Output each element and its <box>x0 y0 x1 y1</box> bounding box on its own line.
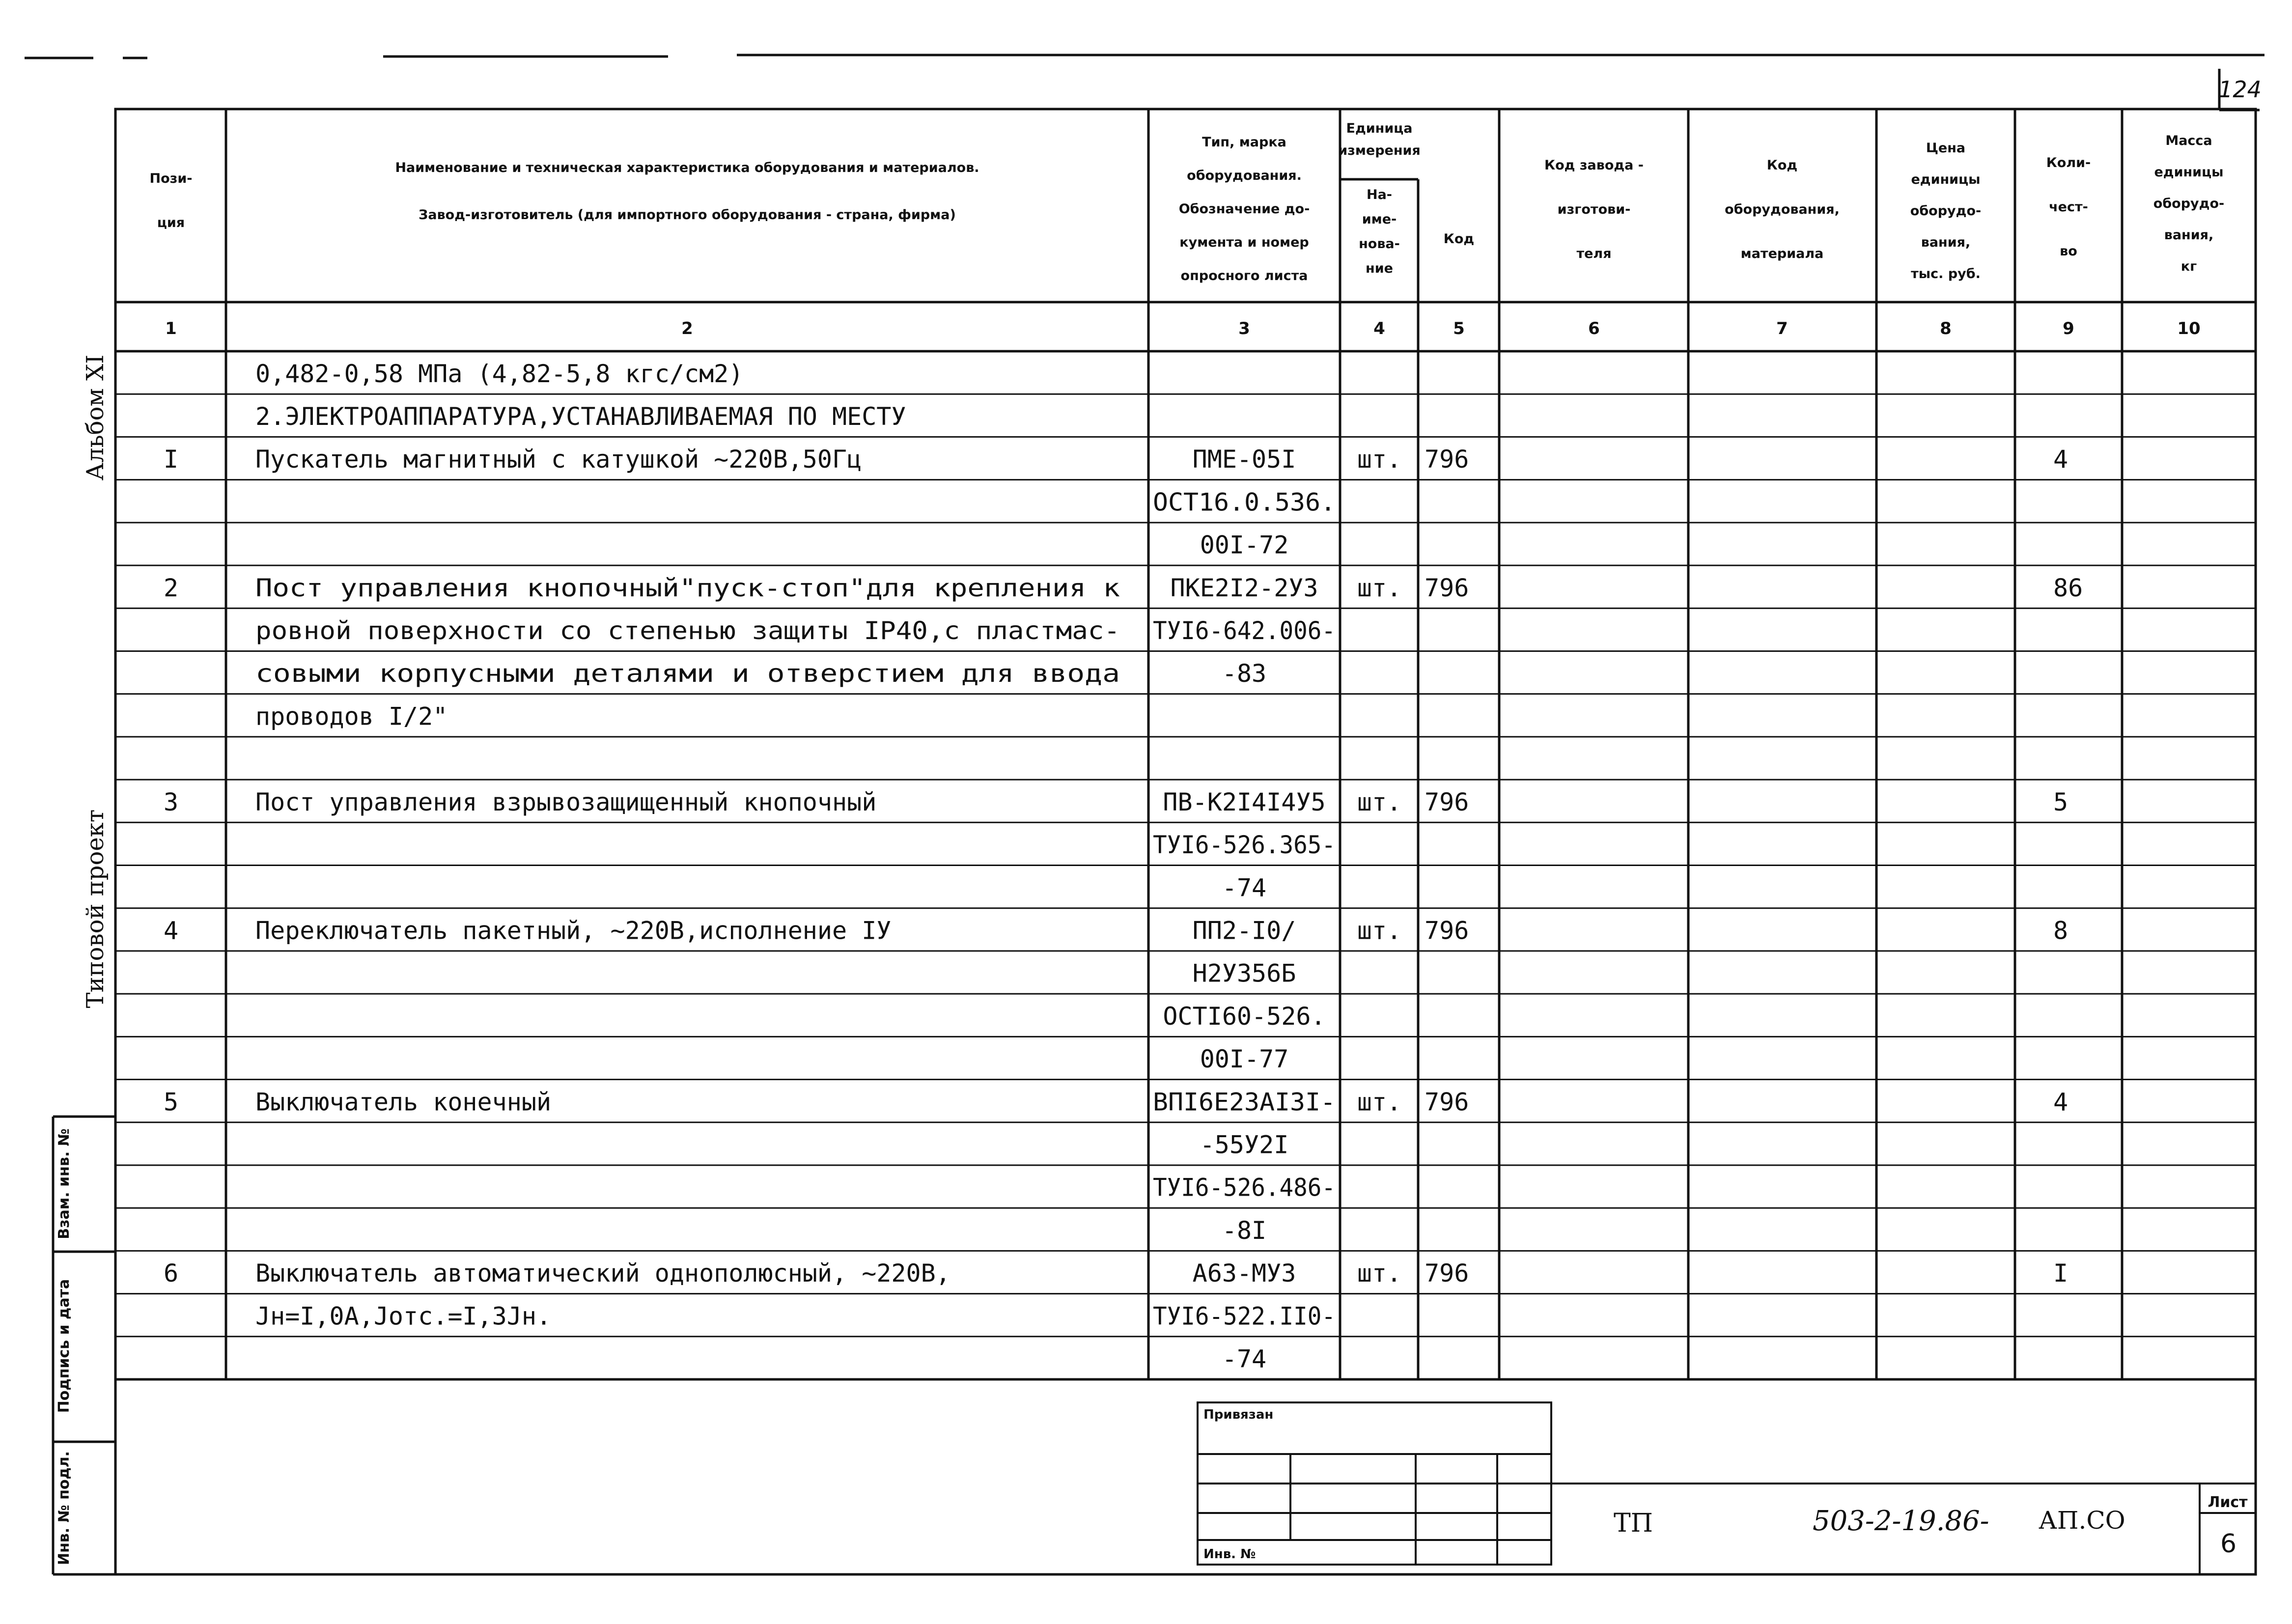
cell-name: Пост управления кнопочный"пуск-стоп"для крепления к <box>255 573 1120 602</box>
header-h1-line: Пози- <box>149 171 193 186</box>
table-row <box>255 616 1336 645</box>
stamp-doc-suffix: АП.СО <box>2039 1506 2125 1535</box>
cell-type: ПВ-К2I4I4У5 <box>1163 787 1326 816</box>
cell-qty: I <box>2053 1259 2068 1288</box>
cell-type: ОСТ16.0.536. <box>1153 488 1336 517</box>
header-h8-line: вания, <box>1921 235 1971 250</box>
cell-unit: шт. <box>1357 573 1402 602</box>
column-number: 6 <box>1588 319 1600 338</box>
cell-code: 796 <box>1425 787 1469 816</box>
header-h4-line: На- <box>1366 187 1393 202</box>
table-row <box>164 1259 2068 1288</box>
cell-type: ПМЕ-05I <box>1192 445 1296 474</box>
cell-name: 0,482-0,58 МПа (4,82-5,8 кгс/см2) <box>255 359 744 388</box>
cell-name: совыми корпусными деталями и отверстием для ввода <box>255 659 1120 688</box>
stamp-sheet-label: Лист <box>2208 1494 2248 1511</box>
table-row <box>1153 1174 1336 1202</box>
cell-pos: 3 <box>163 787 179 816</box>
side-label-podpis: Подпись и дата <box>56 1279 73 1413</box>
table-row <box>1222 1345 1266 1373</box>
cell-type: -74 <box>1222 873 1267 902</box>
cell-qty: 5 <box>2053 787 2068 816</box>
cell-pos: 5 <box>163 1088 179 1117</box>
cell-type: ПП2-I0/ <box>1192 916 1296 945</box>
cell-type: ТУI6-526.486- <box>1153 1173 1336 1202</box>
header-h6-line: теля <box>1576 246 1612 261</box>
header-h8-line: Цена <box>1926 140 1966 156</box>
cell-type: ТУI6-522.II0- <box>1153 1302 1336 1331</box>
header-h9-line: чест- <box>2049 199 2088 215</box>
table-row <box>1153 831 1336 859</box>
cell-type: ВПI6Е23АI3I- <box>1153 1088 1336 1117</box>
header-h10-line: Масса <box>2165 133 2212 148</box>
cell-name: Пост управления взрывозащищенный кнопочный <box>255 787 877 816</box>
header-h10-line: оборудо- <box>2153 196 2225 211</box>
stamp-sheet-no: 6 <box>2220 1529 2237 1559</box>
header-h9-line: Коли- <box>2046 155 2091 170</box>
table-row <box>1193 959 1296 988</box>
cell-name: Выключатель конечный <box>255 1088 552 1117</box>
cell-name: Јн=I,0А,Јотс.=I,3Јн. <box>255 1302 552 1331</box>
side-label-vzam: Взам. инв. № <box>56 1128 73 1239</box>
header-h6-line: Код завода - <box>1544 158 1644 173</box>
header-h5-line: Код <box>1443 231 1475 247</box>
header-h10-line: вания, <box>2164 227 2214 243</box>
table-row <box>164 916 2068 945</box>
page-number: 124 <box>2218 76 2262 103</box>
table-row <box>1222 873 1266 902</box>
cell-pos: 2 <box>163 573 179 602</box>
side-label-project: Типовой проект <box>82 809 109 1008</box>
cell-type: ТУI6-526.365- <box>1153 831 1336 860</box>
table-row <box>255 1302 1336 1330</box>
cell-type: А63-МУ3 <box>1192 1259 1296 1288</box>
cell-pos: 6 <box>163 1259 179 1288</box>
header-h1-line: ция <box>157 215 185 230</box>
header-h10-line: кг <box>2180 259 2197 274</box>
table-row <box>1200 1131 1289 1159</box>
cell-pos: 4 <box>163 916 179 945</box>
cell-unit: шт. <box>1357 1088 1402 1117</box>
cell-type: ОСТI60-526. <box>1163 1002 1326 1031</box>
header-h4-line: ние <box>1366 261 1393 276</box>
cell-type: -55У2I <box>1200 1130 1289 1159</box>
header-h6-line: изготови- <box>1557 202 1631 217</box>
cell-type: ТУI6-642.006- <box>1153 616 1336 645</box>
table-row <box>255 659 1266 688</box>
cell-name: проводов I/2" <box>255 702 448 731</box>
cell-type: 00I-72 <box>1200 531 1289 560</box>
header-h7-line: материала <box>1740 246 1824 261</box>
stamp-tp: ТП <box>1614 1509 1653 1538</box>
header-h4_group-line: Единица <box>1346 121 1413 136</box>
header-h2-line: Наименование и техническая характеристика оборудования и материалов. <box>395 160 979 175</box>
cell-code: 796 <box>1425 916 1469 945</box>
table-row <box>1153 488 1336 516</box>
cell-name: Переключатель пакетный, ~220В,исполнение IУ <box>255 916 892 945</box>
header-h8-line: единицы <box>1911 172 1981 187</box>
table-row <box>1222 1216 1266 1245</box>
cell-unit: шт. <box>1357 1259 1402 1288</box>
cell-code: 796 <box>1425 573 1469 602</box>
header-h3-line: Тип, марка <box>1202 135 1286 150</box>
cell-unit: шт. <box>1357 445 1402 474</box>
cell-code: 796 <box>1425 445 1469 474</box>
header-h10-line: единицы <box>2154 165 2224 180</box>
table-row <box>255 702 447 730</box>
header-h9-line: во <box>2060 244 2077 259</box>
header-h3-line: опросного листа <box>1180 268 1308 283</box>
header-h2-line: Завод-изготовитель (для импортного оборудования - страна, фирма) <box>419 207 956 223</box>
column-number: 3 <box>1238 319 1250 338</box>
header-h4-line: име- <box>1362 212 1397 227</box>
cell-type: Н2У356Б <box>1192 959 1296 988</box>
table-row <box>255 360 743 388</box>
column-number: 8 <box>1940 319 1952 338</box>
cell-type: ПКЕ2I2-2У3 <box>1170 573 1318 602</box>
cell-unit: шт. <box>1357 787 1402 816</box>
cell-code: 796 <box>1425 1259 1469 1288</box>
header-h4_group-line: измерения <box>1338 143 1421 158</box>
column-number: 9 <box>2063 319 2074 338</box>
header-h3-line: кумента и номер <box>1179 235 1309 250</box>
header-h8-line: оборудо- <box>1910 203 1982 219</box>
cell-name: ровной поверхности со степенью защиты IP40,с пластмас- <box>255 616 1120 645</box>
table-row <box>164 788 2068 816</box>
cell-qty: 86 <box>2053 573 2083 602</box>
header-h8-line: тыс. руб. <box>1911 266 1981 281</box>
column-number: 7 <box>1776 319 1788 338</box>
header-h3-line: оборудования. <box>1187 168 1302 183</box>
column-number: 4 <box>1373 319 1385 338</box>
side-label-album: Альбом XI <box>82 354 109 481</box>
table-row <box>255 402 906 431</box>
cell-name: 2.ЭЛЕКТРОАППАРАТУРА,УСТАНАВЛИВАЕМАЯ ПО МЕСТУ <box>255 402 906 431</box>
table-row <box>164 574 2083 602</box>
column-number: 5 <box>1453 319 1465 338</box>
column-number: 1 <box>165 319 177 338</box>
column-number: 2 <box>681 319 693 338</box>
cell-name: Выключатель автоматический однополюсный, ~220В, <box>255 1259 950 1288</box>
side-label-inv-podl: Инв. № подл. <box>56 1451 73 1566</box>
cell-qty: 4 <box>2053 1088 2068 1117</box>
cell-type: 00I-77 <box>1200 1045 1289 1074</box>
header-h3-line: Обозначение до- <box>1178 201 1310 217</box>
cell-qty: 4 <box>2053 445 2068 474</box>
header-h7-line: Код <box>1766 158 1798 173</box>
cell-unit: шт. <box>1357 916 1402 945</box>
cell-name: Пускатель магнитный с катушкой ~220В,50Гц <box>255 445 862 474</box>
table-row <box>1163 1002 1325 1031</box>
cell-pos: I <box>163 445 179 474</box>
table-row <box>164 445 2068 474</box>
cell-type: -83 <box>1222 659 1267 688</box>
table-row <box>1200 1045 1289 1073</box>
header-h7-line: оборудования, <box>1725 202 1840 217</box>
stamp-doc-code: 503-2-19.86- <box>1813 1505 1989 1537</box>
table-row <box>1200 531 1289 560</box>
cell-qty: 8 <box>2053 916 2068 945</box>
stamp-privyazan: Привязан <box>1203 1407 1274 1422</box>
cell-type: -8I <box>1222 1216 1267 1245</box>
cell-code: 796 <box>1425 1088 1469 1117</box>
column-number: 10 <box>2177 319 2201 338</box>
table-row <box>164 1088 2068 1116</box>
stamp-inv-no: Инв. № <box>1203 1547 1256 1562</box>
cell-type: -74 <box>1222 1344 1267 1373</box>
header-h4-line: нова- <box>1359 236 1400 252</box>
